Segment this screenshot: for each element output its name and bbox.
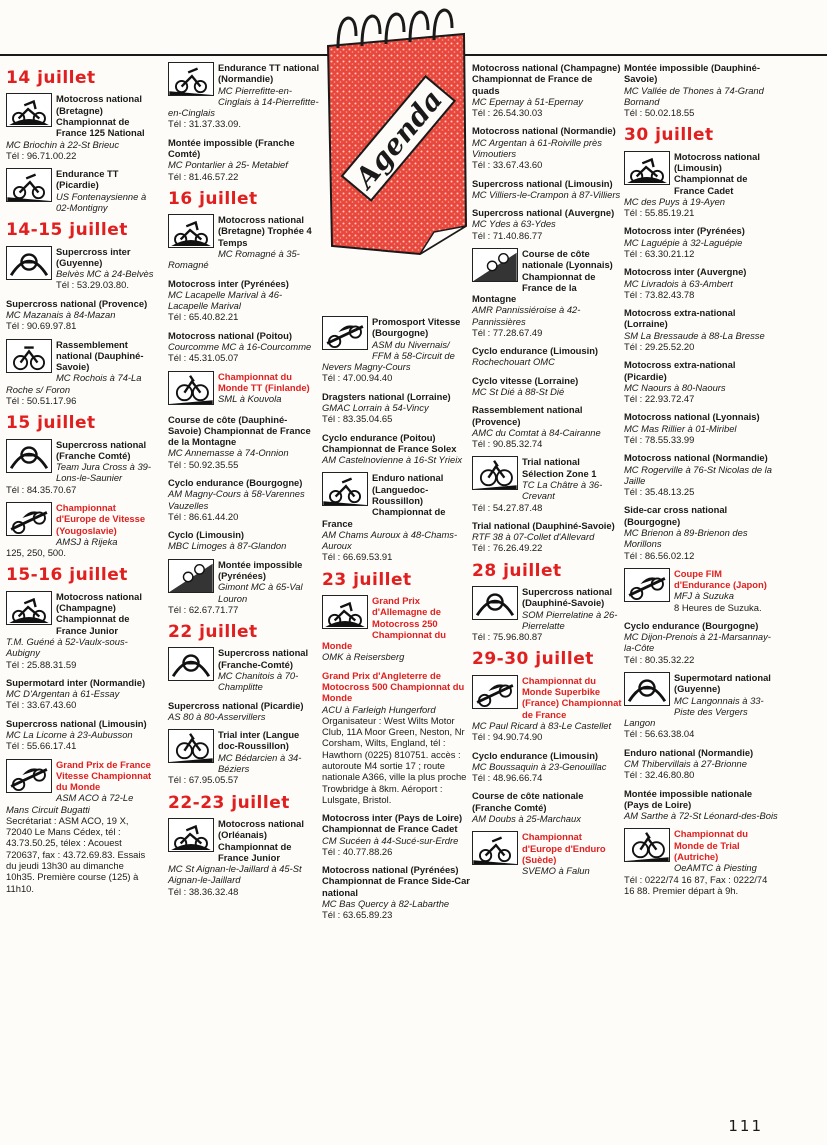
event-entry xyxy=(472,404,622,449)
event-title: Montée impossible (Dauphiné-Savoie) xyxy=(624,62,760,85)
event-title: Championnat du Monde Superbike (France) Championnat de France xyxy=(522,674,622,720)
event-title: Motocross national (Normandie) xyxy=(624,452,768,464)
event-contact: Tél : 94.90.74.90 xyxy=(472,731,543,743)
motocross-rider-icon xyxy=(322,595,368,629)
date-heading: 28 juillet xyxy=(472,560,562,581)
event-title: Grand Prix d'Allemagne de Motocross 250 Championnat du Monde xyxy=(322,595,446,652)
event-entry xyxy=(472,520,622,554)
event-club: ACU à Farleigh Hungerford xyxy=(322,703,436,715)
event-contact: Tél : 35.48.13.25 xyxy=(624,486,695,498)
event-title: Motocross national (Orléanais) Championnat de France Junior xyxy=(218,817,304,863)
supercross-rider-icon xyxy=(472,586,518,620)
event-entry xyxy=(472,790,622,824)
column-1 xyxy=(6,62,154,901)
event-entry xyxy=(472,831,622,876)
event-title: Championnat d'Europe de Vitesse (Yougoslavie) xyxy=(56,502,146,536)
event-club: AM Doubs à 25-Marchaux xyxy=(472,812,581,824)
event-entry xyxy=(472,375,622,398)
event-title: Coupe FIM d'Endurance (Japon) xyxy=(674,567,767,591)
event-entry xyxy=(624,828,779,896)
event-entry xyxy=(168,371,320,407)
event-entry xyxy=(168,62,320,130)
event-title: Motocross national (Normandie) xyxy=(472,125,616,137)
event-entry xyxy=(322,812,470,857)
event-entry xyxy=(624,225,779,259)
event-club: MC Boussaquin à 23-Genouillac xyxy=(472,760,607,772)
event-entry xyxy=(624,568,779,613)
event-title: Montée impossible (Franche Comté) xyxy=(168,136,295,159)
event-title: Cyclo endurance (Poitou) Championnat de France Solex xyxy=(322,431,457,454)
event-entry xyxy=(322,670,470,805)
event-entry xyxy=(168,700,320,723)
event-title: Enduro national (Normandie) xyxy=(624,746,754,758)
event-contact: Tél : 73.82.43.78 xyxy=(624,288,695,300)
event-title: Supercross national (Limousin) xyxy=(6,717,147,729)
event-entry xyxy=(6,677,154,711)
speed-rider-icon xyxy=(6,759,52,793)
event-title: Endurance TT (Picardie) xyxy=(56,168,119,191)
trial-rider-icon xyxy=(168,371,214,405)
event-title: Cyclo (Limousin) xyxy=(168,529,245,541)
event-contact: Tél : 40.77.88.26 xyxy=(322,845,393,857)
event-contact: Tél : 31.37.33.09. xyxy=(168,118,241,130)
event-contact: Tél : 55.85.19.21 xyxy=(624,207,695,219)
event-club: MC Chanitois à 70-Champlitte xyxy=(218,670,299,693)
event-entry xyxy=(624,747,779,781)
speed-rider-icon xyxy=(322,316,368,350)
event-club: SML à Kouvola xyxy=(218,393,282,405)
event-club: AS 80 à 80-Asservillers xyxy=(168,710,266,722)
event-title: Dragsters national (Lorraine) xyxy=(322,390,451,402)
event-title: Promosport Vitesse (Bourgogne) xyxy=(372,316,461,339)
event-entry xyxy=(6,339,154,407)
event-title: Grand Prix de France Vitesse Championnat du Monde xyxy=(56,758,152,793)
event-title: Motocross inter (Pyrénées) xyxy=(624,225,745,237)
event-club: Rochechouart OMC xyxy=(472,356,555,368)
event-contact: Tél : 76.26.49.22 xyxy=(472,542,543,554)
event-title: Motocross national (Bretagne) Championnat de France 125 National xyxy=(56,93,145,139)
event-club: SOM Pierrelatine à 26-Pierrelatte xyxy=(522,608,618,631)
enduro-rider-icon xyxy=(168,62,214,96)
event-club: Courcomme MC à 16-Courcomme xyxy=(168,341,312,353)
rally-rider-icon xyxy=(6,339,52,373)
event-club: ASM ACO à 72-Le Mans Circuit Bugatti xyxy=(6,792,134,815)
climb-rider-icon xyxy=(168,559,214,593)
event-title: Motocross extra-national (Picardie) xyxy=(624,359,736,382)
event-contact: Tél : 75.96.80.87 xyxy=(472,631,543,643)
event-contact: Secrétariat : ASM ACO, 19 X, 72040 Le Mans Cédex, tél : 43.73.50.25, télex : Acouest 720637, fax : 43.72.69.83. Essais du jeudi 13h30 au dimanche 10h35. Première course (125) à 11h10. xyxy=(6,814,146,894)
event-title: Cyclo endurance (Limousin) xyxy=(472,749,599,761)
event-title: Supercross national (Franche-Comté) xyxy=(218,647,309,670)
event-contact: Tél : 65.40.82.21 xyxy=(168,311,239,323)
date-heading: 14-15 juillet xyxy=(6,220,128,241)
date-heading: 15-16 juillet xyxy=(6,565,128,586)
event-club: MC Lacapelle Marival à 46-Lacapelle Marival xyxy=(168,288,283,312)
event-contact: Tél : 48.96.66.74 xyxy=(472,772,543,784)
event-club: AMSJ à Rijeka xyxy=(56,535,118,547)
event-entry xyxy=(624,788,779,822)
event-title: Cyclo endurance (Bourgogne) xyxy=(624,619,759,631)
event-club: MC Pontarlier à 25- Metabief xyxy=(168,159,288,171)
event-title: Rassemblement national (Dauphiné-Savoie) xyxy=(56,338,144,373)
event-club: OMK à Reisersberg xyxy=(322,651,405,663)
event-entry xyxy=(168,647,320,692)
event-club: US Fontenaysienne à 02-Montigny xyxy=(56,190,147,213)
event-club: TC La Châtre à 36-Crevant xyxy=(522,479,603,502)
event-entry xyxy=(322,316,470,384)
event-club: AM Sarthe à 72-St Léonard-des-Bois xyxy=(624,810,778,822)
event-contact: Tél : 77.28.67.49 xyxy=(472,326,543,338)
event-entry xyxy=(168,414,320,470)
event-title: Rassemblement national (Provence) xyxy=(472,404,583,427)
event-title: Cyclo endurance (Bourgogne) xyxy=(168,476,303,488)
event-title: Motocross national (Champagne) Championnat de France Junior xyxy=(56,590,142,636)
event-title: Championnat du Monde TT (Finlande) xyxy=(218,370,310,393)
event-title: Motocross inter (Pyrénées) xyxy=(168,277,289,289)
supercross-rider-icon xyxy=(6,246,52,280)
event-entry xyxy=(472,248,622,338)
event-contact: Tél : 50.51.17.96 xyxy=(6,394,77,406)
motocross-rider-icon xyxy=(168,214,214,248)
event-title: Championnat d'Europe d'Enduro (Suède) xyxy=(522,831,606,865)
event-club: AMC du Comtat à 84-Cairanne xyxy=(472,426,601,438)
event-title: Motocross extra-national (Lorraine) xyxy=(624,307,736,330)
event-title: Course de côte nationale (Franche Comté) xyxy=(472,790,584,813)
date-heading: 14 juillet xyxy=(6,68,96,88)
event-title: Motocross national (Lyonnais) xyxy=(624,411,760,423)
event-club: MC Langonnais à 33-Piste des Vergers Langon xyxy=(624,694,764,729)
event-title: Enduro national (Languedoc-Roussillon) Championnat de France xyxy=(322,472,446,529)
motocross-rider-icon xyxy=(6,93,52,127)
page-number: 111 xyxy=(728,1117,763,1135)
event-club: MC Ydes à 63-Ydes xyxy=(472,218,556,230)
motocross-rider-icon xyxy=(6,591,52,625)
event-contact: Tél : 33.67.43.60 xyxy=(6,699,77,711)
event-club: SM La Bressaude à 88-La Bresse xyxy=(624,329,765,341)
supercross-rider-icon xyxy=(624,672,670,706)
agenda-title: Agenda xyxy=(348,83,450,195)
event-contact: Tél : 54.27.87.48 xyxy=(472,501,543,513)
event-entry xyxy=(322,864,470,920)
event-club: MC Argentan à 61-Roiville près Vimoutiers xyxy=(472,136,602,159)
event-contact: Tél : 45.31.05.07 xyxy=(168,352,239,364)
event-title: Motocross inter (Pays de Loire) Championnat de France Cadet xyxy=(322,812,463,835)
event-contact: Tél : 86.56.02.12 xyxy=(624,549,695,561)
event-club: MC Rogerville à 76-St Nicolas de la Jaille xyxy=(624,463,772,486)
event-entry xyxy=(6,298,154,332)
column-2 xyxy=(168,62,320,904)
date-heading: 16 juillet xyxy=(168,188,258,209)
event-title: Grand Prix d'Angleterre de Motocross 500 Championnat du Monde xyxy=(322,669,465,704)
event-entry xyxy=(168,214,320,270)
event-club: OeAMTC à Piesting xyxy=(674,862,757,874)
event-title: Trial national Sélection Zone 1 xyxy=(522,456,597,479)
event-entry xyxy=(322,595,470,663)
event-club: Team Jura Cross à 39-Lons-le-Saunier xyxy=(56,461,152,484)
event-contact: Tél : 90.85.32.74 xyxy=(472,438,543,450)
event-entry xyxy=(624,452,779,497)
event-contact: 125, 250, 500. xyxy=(6,547,66,559)
event-contact: Tél : 29.25.52.20 xyxy=(624,341,695,353)
event-contact: Tél : 50.02.18.55 xyxy=(624,107,695,119)
event-entry xyxy=(322,472,470,562)
date-heading: 22-23 juillet xyxy=(168,792,290,813)
event-club: MBC Limoges à 87-Glandon xyxy=(168,540,287,552)
event-club: MC St Aignan-le-Jaillard à 45-St Aignan-le-Jaillard xyxy=(168,863,302,886)
event-contact: Tél : 25.88.31.59 xyxy=(6,658,77,670)
event-entry xyxy=(6,246,154,291)
event-title: Supercross national (Limousin) xyxy=(472,177,613,189)
event-entry xyxy=(472,675,622,743)
event-club: MFJ à Suzuka xyxy=(674,590,734,602)
event-contact: Tél : 38.36.32.48 xyxy=(168,885,239,897)
date-heading: 23 juillet xyxy=(322,569,412,590)
event-contact: Tél : 80.35.32.22 xyxy=(624,653,695,665)
event-entry xyxy=(168,330,320,364)
event-entry xyxy=(168,559,320,615)
event-entry xyxy=(472,456,622,512)
event-club: CM Sucéen à 44-Sucé-sur-Erdre xyxy=(322,834,459,846)
event-entry xyxy=(624,266,779,300)
event-contact: Tél : 62.67.71.77 xyxy=(168,603,239,615)
event-contact: Tél : 71.40.86.77 xyxy=(472,229,543,241)
event-entry xyxy=(624,672,779,740)
event-club: MC La Licorne à 23-Aubusson xyxy=(6,728,133,740)
event-club: MC Vallée de Thones à 74-Grand Bornand xyxy=(624,84,764,107)
trial-rider-icon xyxy=(168,729,214,763)
event-club: MC Naours à 80-Naours xyxy=(624,381,726,393)
event-club: MC Romagné à 35-Romagné xyxy=(168,248,300,271)
event-title: Supercross national (Picardie) xyxy=(168,699,304,711)
event-entry xyxy=(472,62,622,118)
event-title: Championnat du Monde de Trial (Autriche) xyxy=(674,828,748,862)
event-title: Motocross national (Limousin) Championnat de France Cadet xyxy=(674,150,760,196)
event-title: Trial inter (Langue doc-Roussillon) xyxy=(218,729,300,752)
event-title: Supercross national (Dauphiné-Savoie) xyxy=(522,586,613,609)
trial-rider-icon xyxy=(624,828,670,862)
event-entry xyxy=(472,586,622,642)
event-club: MC Brienon à 89-Brienon des Morillons xyxy=(624,526,748,550)
event-club: MC Pierrefitte-en-Cinglais à 14-Pierrefitte-en-Cinglais xyxy=(168,84,319,119)
event-club: MC Villiers-le-Crampon à 87-Villiers xyxy=(472,188,621,200)
event-club: ASM du Nivernais/ FFM à 58-Circuit de Nevers Magny-Cours xyxy=(322,338,455,373)
event-entry xyxy=(624,359,779,404)
event-club: MC Annemasse à 74-Onnion xyxy=(168,447,289,459)
event-contact: Tél : 50.92.35.55 xyxy=(168,458,239,470)
event-club: MC Dijon-Prenois à 21-Marsannay-la-Côte xyxy=(624,631,771,654)
motocross-rider-icon xyxy=(168,818,214,852)
event-club: MC D'Argentan à 61-Essay xyxy=(6,688,120,700)
event-contact: Tél : 33.67.43.60 xyxy=(472,159,543,171)
event-entry xyxy=(168,729,320,785)
event-entry xyxy=(6,439,154,495)
event-club: AM Castelnovienne à 16-St Yrieix xyxy=(322,454,463,466)
event-title: Motocross national (Bretagne) Trophée 4 Temps xyxy=(218,214,312,248)
event-club: T.M. Guéné à 52-Vaulx-sous-Aubigny xyxy=(6,635,128,659)
date-heading: 22 juillet xyxy=(168,622,258,643)
event-contact: Tél : 0222/74 16 87, Fax : 0222/74 16 88. Premier départ à 9h. xyxy=(624,873,768,896)
event-entry xyxy=(168,278,320,323)
event-club: Gimont MC à 65-Val Louron xyxy=(218,581,303,604)
event-contact: Tél : 32.46.80.80 xyxy=(624,769,695,781)
column-4 xyxy=(472,62,622,883)
event-contact: Tél : 63.65.89.23 xyxy=(322,909,393,921)
event-entry xyxy=(472,207,622,241)
event-title: Trial national (Dauphiné-Savoie) xyxy=(472,519,615,531)
event-contact: Tél : 78.55.33.99 xyxy=(624,433,695,445)
event-club: MC St Dié à 88-St Dié xyxy=(472,386,565,398)
event-club: AM Magny-Cours à 58-Varennes Vauzelles xyxy=(168,488,305,511)
trial-rider-icon xyxy=(472,456,518,490)
event-title: Endurance TT national (Normandie) xyxy=(218,62,320,85)
event-title: Side-car cross national (Bourgogne) xyxy=(624,504,728,527)
event-club: MC Rochois à 74-La Roche s/ Foron xyxy=(6,372,142,395)
event-club: MC Mazanais à 84-Mazan xyxy=(6,309,116,320)
event-title: Supermotard national (Guyenne) xyxy=(674,672,771,695)
climb-rider-icon xyxy=(472,248,518,282)
event-title: Supercross national (Franche Comté) xyxy=(56,438,147,461)
event-title: Supercross inter (Guyenne) xyxy=(56,245,131,268)
event-entry xyxy=(6,168,154,213)
event-contact: 8 Heures de Suzuka. xyxy=(674,601,762,613)
event-contact: Tél : 53.29.03.80. xyxy=(56,279,129,291)
event-title: Montée impossible (Pyrénées) xyxy=(218,558,303,581)
event-title: Course de côte nationale (Lyonnais) Championnat de France de la Montagne xyxy=(472,247,613,305)
event-club: MC Bédarcien à 34-Béziers xyxy=(218,751,302,774)
enduro-rider-icon xyxy=(6,168,52,202)
event-title: Motocross national (Poitou) xyxy=(168,329,292,341)
event-entry xyxy=(624,504,779,560)
event-title: Motocross national (Champagne) Championnat de France de quads xyxy=(472,62,621,96)
event-entry xyxy=(624,62,779,118)
date-heading: 15 juillet xyxy=(6,413,96,434)
event-contact: Tél : 47.00.94.40 xyxy=(322,372,393,384)
event-entry xyxy=(472,750,622,784)
event-club: RTF 38 à 07-Collet d'Allevard xyxy=(472,531,595,543)
event-title: Motocross national (Pyrénées) Championnat de France Side-Car national xyxy=(322,864,470,898)
event-club: MC des Puys à 19-Ayen xyxy=(624,195,726,207)
event-title: Supermotard inter (Normandie) xyxy=(6,676,146,688)
event-entry xyxy=(624,620,779,665)
event-contact: Tél : 56.63.38.04 xyxy=(624,728,695,740)
event-contact: Tél : 55.66.17.41 xyxy=(6,740,77,752)
event-entry xyxy=(168,818,320,897)
event-entry xyxy=(6,591,154,670)
event-title: Supercross national (Provence) xyxy=(6,297,148,309)
event-club: MC Paul Ricard à 83-Le Castellet xyxy=(472,720,612,731)
event-contact: Tél : 26.54.30.03 xyxy=(472,107,543,119)
event-club: SVEMO à Falun xyxy=(522,865,590,877)
date-heading: 30 juillet xyxy=(624,125,714,146)
event-title: Supercross national (Auvergne) xyxy=(472,207,615,219)
event-contact: Tél : 86.61.44.20 xyxy=(168,510,239,522)
event-entry xyxy=(472,178,622,201)
event-contact: Tél : 63.30.21.12 xyxy=(624,248,695,260)
event-club: MC Mas Rillier à 01-Miribel xyxy=(624,422,737,434)
column-5 xyxy=(624,62,779,903)
event-contact: Tél : 66.69.53.91 xyxy=(322,551,393,563)
event-club: MC Briochin à 22-St Brieuc xyxy=(6,138,120,150)
date-heading: 29-30 juillet xyxy=(472,649,594,670)
event-contact: Tél : 90.69.97.81 xyxy=(6,320,77,332)
notebook-illustration xyxy=(324,6,470,258)
speed-rider-icon xyxy=(6,502,52,536)
event-contact: Organisateur : West Wilts Motor Club, 11A Moor Green, Neston, Nr Corsham, Wilts, England, tél : Hawthorn (0225) 810751. accès : autoroute M4 sortie 17 ; route nationale A366, ville la plus proche Trowbridge à 8km. Aéroport : Lulsgate, Bristol. xyxy=(322,714,467,805)
event-club: GMAC Lorrain à 54-Vincy xyxy=(322,401,429,413)
event-club: MC Epernay à 51-Epernay xyxy=(472,95,583,107)
event-contact: Tél : 83.35.04.65 xyxy=(322,413,393,425)
supercross-rider-icon xyxy=(168,647,214,681)
event-entry xyxy=(624,307,779,352)
speed-rider-icon xyxy=(624,568,670,602)
event-contact: Tél : 22.93.72.47 xyxy=(624,393,695,405)
event-entry xyxy=(168,137,320,182)
event-title: Cyclo vitesse (Lorraine) xyxy=(472,374,579,386)
event-entry xyxy=(472,345,622,368)
event-contact: Tél : 96.71.00.22 xyxy=(6,149,77,161)
column-3 xyxy=(322,316,470,928)
event-contact: Tél : 81.46.57.22 xyxy=(168,170,239,182)
event-title: Montée impossible nationale (Pays de Loire) xyxy=(624,787,753,810)
event-club: Belvès MC à 24-Belvès xyxy=(56,268,154,280)
event-title: Motocross inter (Auvergne) xyxy=(624,266,747,278)
event-club: MC Bas Quercy à 82-Labarthe xyxy=(322,898,450,910)
event-club: AM Chams Auroux à 48-Chams-Auroux xyxy=(322,528,458,552)
event-title: Course de côte (Dauphiné-Savoie) Championnat de France de la Montagne xyxy=(168,413,311,448)
event-entry xyxy=(322,432,470,466)
event-club: MC Livradois à 63-Ambert xyxy=(624,277,733,289)
event-title: Cyclo endurance (Limousin) xyxy=(472,345,599,357)
event-entry xyxy=(472,125,622,170)
event-entry xyxy=(624,151,779,219)
agenda-notebook xyxy=(324,6,470,258)
event-entry xyxy=(168,529,320,552)
event-entry xyxy=(6,718,154,752)
event-club: AMR Pannissiéroise à 42-Pannissières xyxy=(472,304,581,327)
enduro-rider-icon xyxy=(472,831,518,865)
supercross-rider-icon xyxy=(6,439,52,473)
event-contact: Tél : 67.95.05.57 xyxy=(168,774,239,786)
event-entry xyxy=(168,477,320,522)
event-entry xyxy=(6,502,154,558)
motocross-rider-icon xyxy=(624,151,670,185)
event-contact: Tél : 84.35.70.67 xyxy=(6,483,77,495)
speed-rider-icon xyxy=(472,675,518,709)
event-club: CM Thibervillais à 27-Brionne xyxy=(624,758,747,770)
event-club: MC Laguépie à 32-Laguépie xyxy=(624,236,743,248)
event-entry xyxy=(6,93,154,161)
enduro-rider-icon xyxy=(322,472,368,506)
event-entry xyxy=(624,411,779,445)
event-entry xyxy=(322,391,470,425)
event-entry xyxy=(6,759,154,894)
